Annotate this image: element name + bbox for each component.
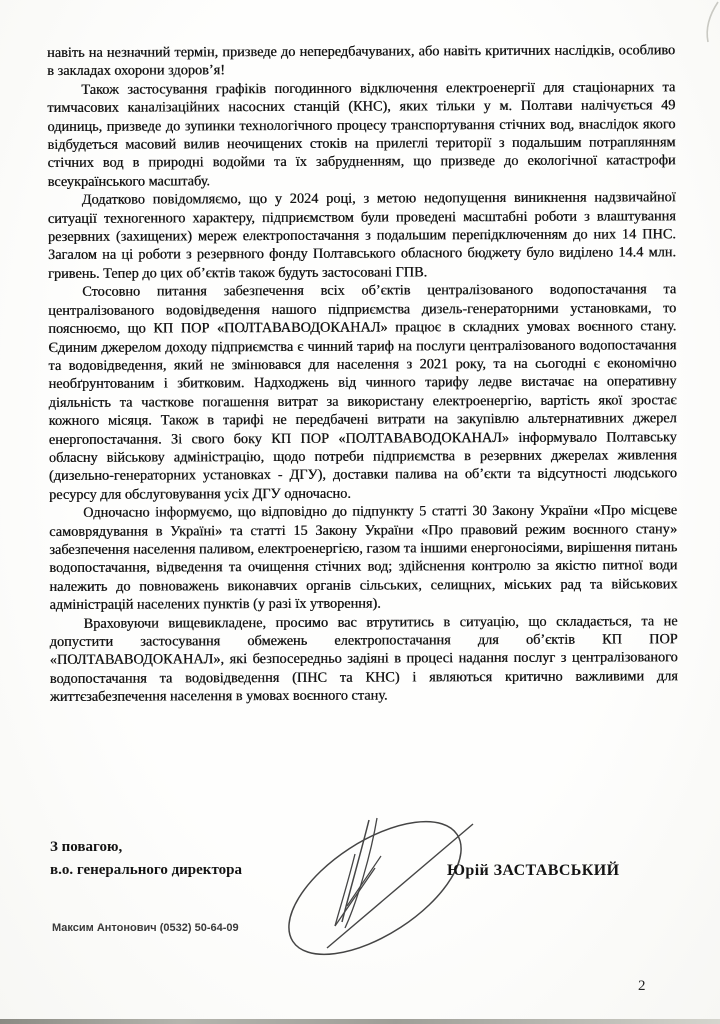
closing-salutation: З повагою, xyxy=(50,839,123,855)
body-paragraph: Стосовно питання забезпечення всіх об’єктів централізованого водопостачання та централізованого водовідведення нашого підприємства дизель-генераторними установками, то пояснюємо, що КП ПОР «ПОЛТАВАВОДОКАНАЛ» працює в складних умовах воєнного стану. Єдиним джерелом доходу підприємства є чинний тариф на послуги централізованого водопостачання та водовідведення, який не змінювався для населення з 2021 року, та на сьогодні є економічно необґрунтованим і збитковим. Надходжень від чинного тарифу ледве вистачає на оперативну діяльність та часткове погашення витрат за використану електроенергію, вартість якої зростає кожного місяця. Також в тарифі не передбачені витрати на закупівлю альтернативних джерел енергопостачання. Зі свого боку КП ПОР «ПОЛТАВАВОДОКАНАЛ» інформувало Полтавську обласну військову адміністрацію, щодо потреби підприємства в резервних джерелах живлення (дизельно-генераторних установках - ДГУ), доставки палива на об’єкти та відсутності людського ресурсу для обслуговування усіх ДГУ одночасно. xyxy=(48,281,677,503)
page-number: 2 xyxy=(638,978,646,994)
scan-scratch-icon xyxy=(690,0,720,44)
handwritten-signature-icon xyxy=(285,810,480,960)
contact-line: Максим Антонович (0532) 50-64-09 xyxy=(52,922,239,934)
body-paragraph: навіть на незначний термін, призведе до непередбачуваних, або навіть критичних наслідків, особливо в закладах охорони здоров’я! xyxy=(47,42,676,80)
body-paragraph: Додатково повідомляємо, що у 2024 році, з метою недопущення виникнення надзвичайної ситуації техногенного характеру, підприємством були проведені масштабні роботи з влаштування резервних (захищених) мереж електропостачання з подальшим перепідключенням до них 14 ПНС. Загалом на ці роботи з резервного фонду Полтавського обласного бюджету було виділено 14.4 млн. гривень. Тепер до цих об’єктів також будуть застосовані ГПВ. xyxy=(47,189,676,282)
signer-name: Юрій ЗАСТАВСЬКИЙ xyxy=(447,862,620,879)
body-paragraph: Також застосування графіків погодинного відключення електроенергії для стаціонарних та тимчасових каналізаційних насосних станцій (КНС), яких тільки у м. Полтави налічується 49 одиниць, призведе до зупинки технологічного процесу транспортування стічних вод, внаслідок якого відбудеться масовий вилив неочищених стоків на прилеглі території з подальшим потраплянням стічних вод в природні водойми та їх забрудненням, що призведе до екологічної катастрофи всеукраїнського масштабу. xyxy=(47,79,676,190)
body-paragraph: Одночасно інформуємо, що відповідно до підпункту 5 статті 30 Закону України «Про місцеве самоврядування в Україні» та статті 15 Закону України «Про правовий режим воєнного стану» забезпечення населення паливом, електроенергією, газом та іншими енергоносіями, вирішення питань водопостачання, відведення та очищення стічних вод; здійснення контролю за якістю питної води належить до повноважень виконавчих органів сільських, селищних, міських рад та військових адміністрацій населених пунктів (у разі їх утворення). xyxy=(49,502,678,614)
signer-title: в.о. генерального директора xyxy=(50,862,242,878)
scan-edge-artifact xyxy=(0,1019,720,1024)
letter-body xyxy=(47,41,678,706)
body-paragraph: Враховуючи вищевикладене, просимо вас втрутитись в ситуацію, що складається, та не допустити застосування обмежень електропостачання для об’єктів КП ПОР «ПОЛТАВАВОДОКАНАЛ», які безпосередньо задіяні в процесі надання послуг з централізованого водопостачання та водовідведення (ПНС та КНС) і являються критично важливими для життєзабезпечення населення в умовах воєнного стану. xyxy=(49,612,678,706)
closing-block xyxy=(50,836,242,882)
